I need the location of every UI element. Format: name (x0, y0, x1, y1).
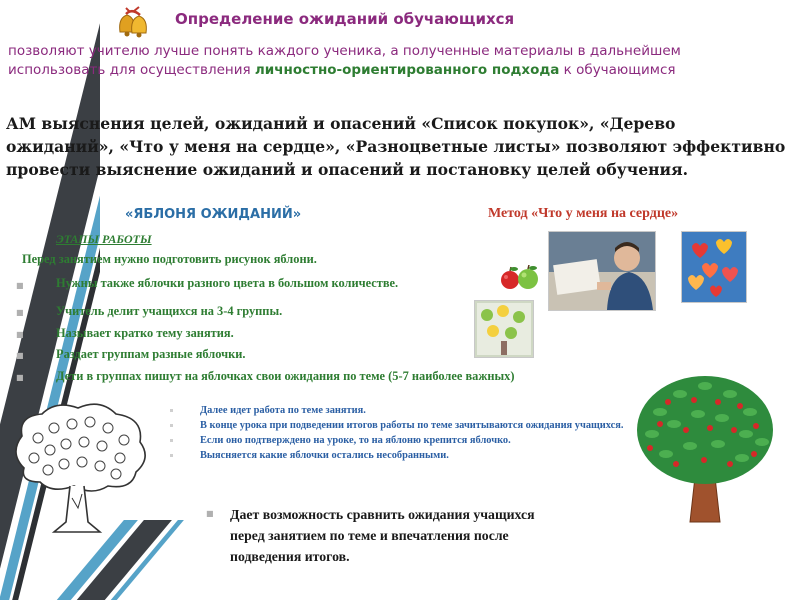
method-yablonya-title: «ЯБЛОНЯ ОЖИДАНИЙ» (125, 207, 302, 222)
photo-hearts-board (681, 231, 747, 303)
step-item: Дети в группах пишут на яблочках свои ожидания по теме (5-7 наиболее важных) (56, 369, 515, 383)
intro-paragraph (8, 42, 728, 80)
step-item: Учитель делит учащихся на 3-4 группы. (56, 304, 283, 318)
bullet-icon: ■ (16, 308, 24, 317)
photo-paper-apples (474, 300, 534, 358)
steps-title: ЭТАПЫ РАБОТЫ (56, 232, 152, 246)
intro-highlight: личностно-ориентированного подхода (254, 62, 560, 78)
step-item: Называет кратко тему занятия. (56, 326, 234, 340)
bullet-icon: ■ (16, 373, 24, 382)
main-heading: АМ выяснения целей, ожиданий и опасений «Список покупок», «Дерево ожиданий», «Что у меня на сердце», «Разноцветные листы» позволяют эффективно провести выяснение ожиданий и опасений и постановку целей обучения. (6, 114, 786, 179)
bullet-icon: ■ (16, 351, 24, 360)
sketch-apple-tree-icon (4, 398, 154, 538)
further-step-item: В конце урока при подведении итогов работы по теме зачитываются ожидания учащихся. (190, 419, 630, 432)
green-apple-tree-icon (630, 372, 780, 528)
step-item: Нужны также яблочки разного цвета в большом количестве. (56, 276, 399, 290)
step-item: Раздает группам разные яблочки. (56, 347, 246, 361)
bullet-icon: ■ (16, 281, 24, 290)
further-step-item: Выясняется какие яблочки остались несобранными. (190, 449, 630, 462)
intro-text-before: позволяют учителю лучше понять каждого ученика, а полученные материалы в дальнейшем использовать для осуществления (8, 43, 681, 78)
bullet-icon: ■ (206, 509, 214, 518)
photo-child-writing (548, 231, 656, 311)
method-serdtse-title: Метод «Что у меня на сердце» (488, 206, 679, 221)
further-step-item: Если оно подтверждено на уроке, то на яблоню крепится яблочко. (190, 434, 630, 447)
intro-text-after: к обучающимся (559, 62, 676, 78)
further-step-item: Далее идет работа по теме занятия. (190, 404, 630, 417)
further-steps-list (190, 404, 630, 464)
step-item: Перед занятием нужно подготовить рисунок яблони. (22, 252, 317, 266)
bullet-icon: ■ (16, 330, 24, 339)
christmas-bells-icon (112, 6, 156, 42)
closing-paragraph: Дает возможность сравнить ожидания учащихся перед занятием по теме и впечатления после подведения итогов. (230, 507, 535, 564)
apples-icon (498, 265, 542, 291)
page-title: Определение ожиданий обучающихся (175, 10, 515, 28)
